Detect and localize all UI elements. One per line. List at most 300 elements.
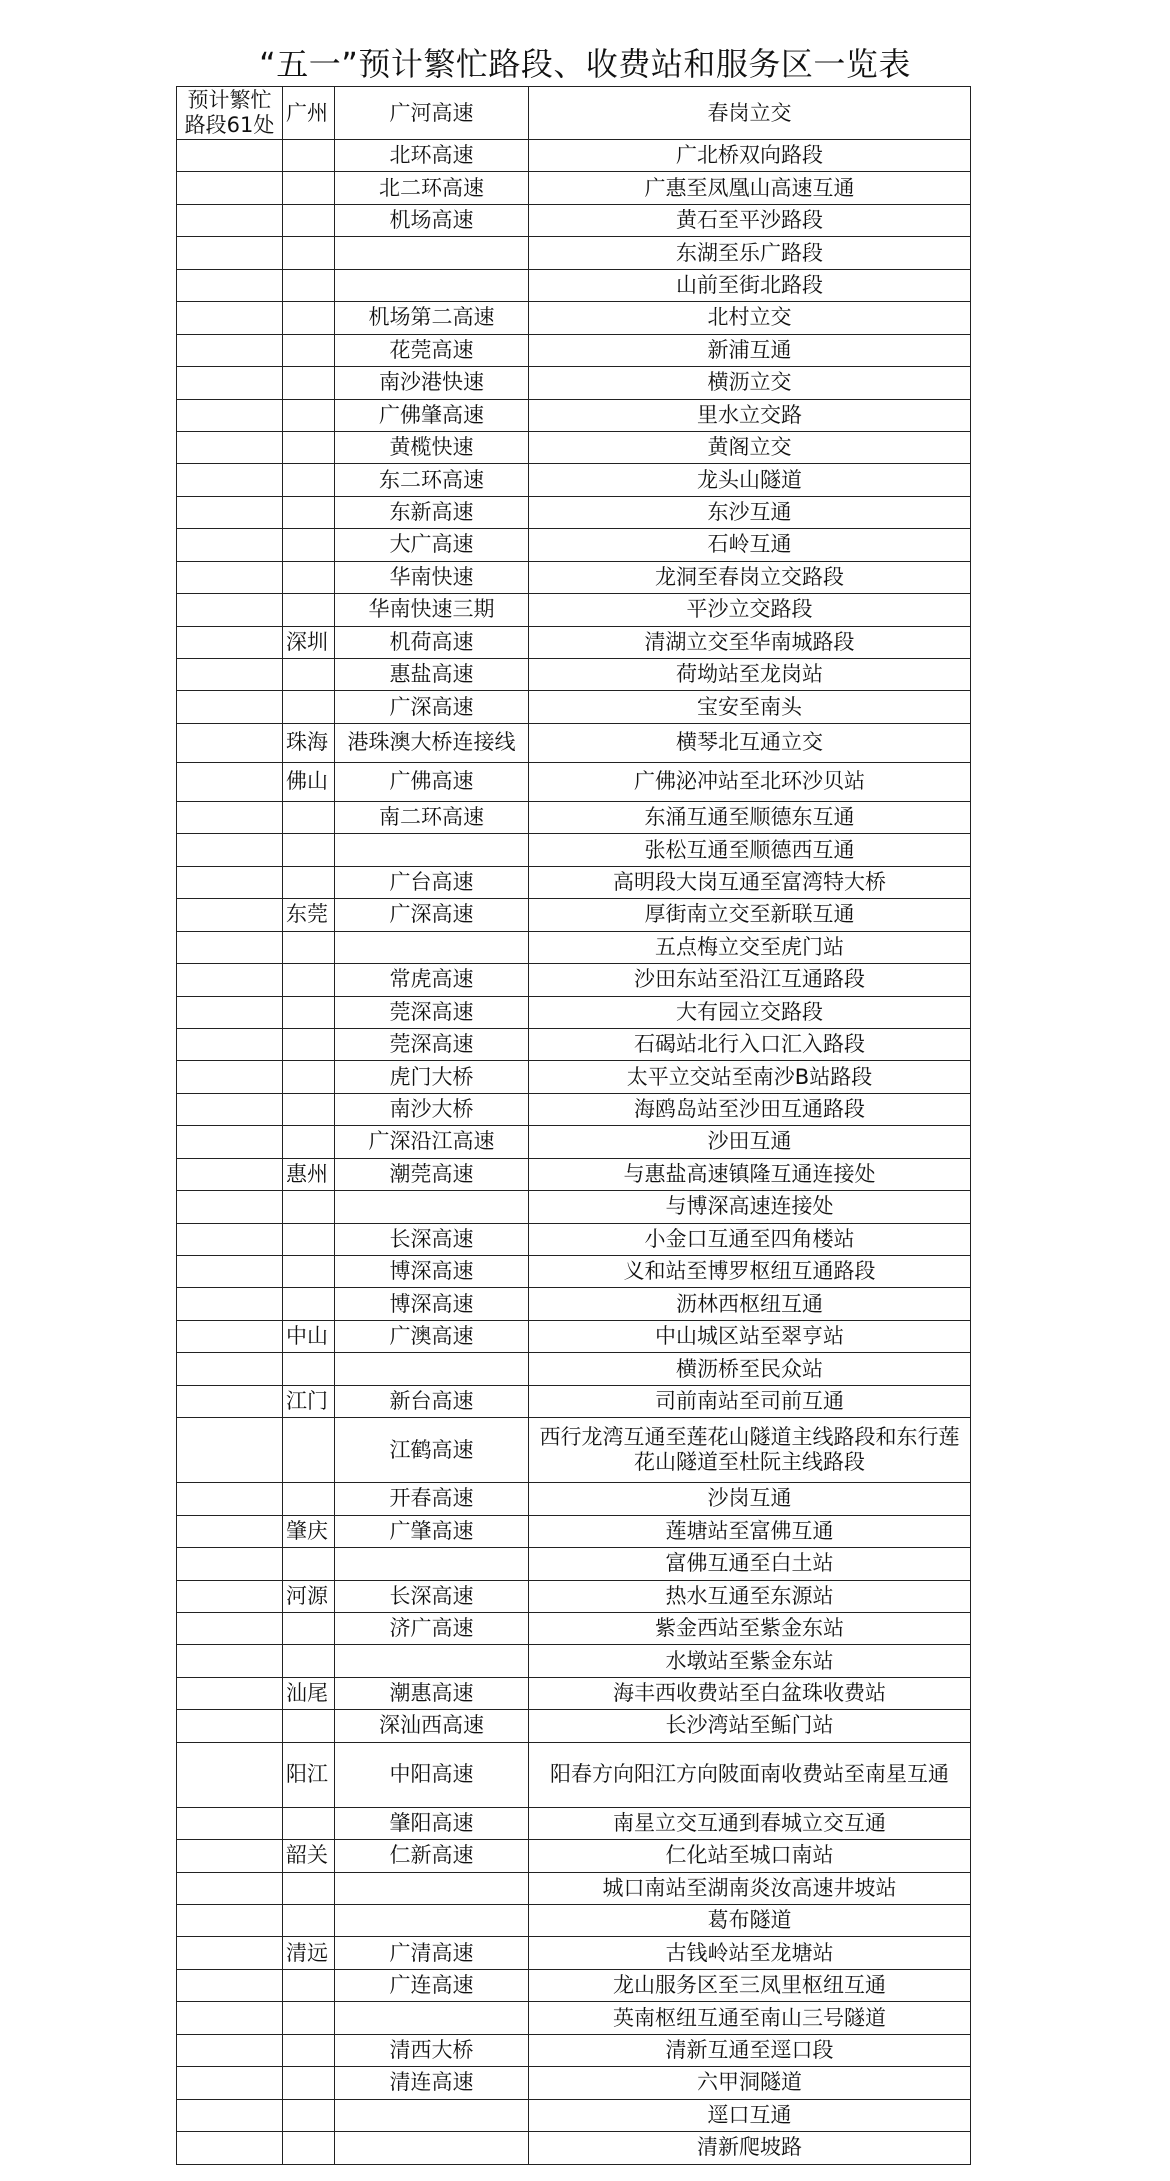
section-cell: 与博深高速连接处	[529, 1191, 971, 1223]
table-row	[177, 931, 971, 963]
category-cell	[177, 2099, 283, 2131]
city-cell	[283, 866, 335, 898]
section-cell: 西行龙湾互通至莲花山隧道主线路段和东行莲花山隧道至杜阮主线路段	[529, 1418, 971, 1483]
table-row	[177, 1320, 971, 1352]
table-row	[177, 140, 971, 172]
road-cell	[335, 834, 529, 866]
road-cell: 长深高速	[335, 1223, 529, 1255]
city-cell	[283, 334, 335, 366]
category-cell	[177, 140, 283, 172]
category-cell	[177, 1937, 283, 1969]
section-cell: 荷坳站至龙岗站	[529, 659, 971, 691]
section-cell: 广佛泌冲站至北环沙贝站	[529, 762, 971, 801]
section-cell: 东涌互通至顺德东互通	[529, 801, 971, 833]
city-cell	[283, 1612, 335, 1644]
table-row	[177, 529, 971, 561]
road-cell: 广深高速	[335, 691, 529, 723]
section-cell: 沥林西枢纽互通	[529, 1288, 971, 1320]
busy-road-table	[176, 86, 971, 2165]
category-cell	[177, 866, 283, 898]
road-cell: 常虎高速	[335, 964, 529, 996]
road-cell: 大广高速	[335, 529, 529, 561]
section-cell: 龙头山隧道	[529, 464, 971, 496]
city-cell	[283, 1418, 335, 1483]
section-cell: 阳春方向阳江方向陂面南收费站至南星互通	[529, 1742, 971, 1807]
city-cell: 肇庆	[283, 1515, 335, 1547]
section-cell: 广北桥双向路段	[529, 140, 971, 172]
section-cell: 清湖立交至华南城路段	[529, 626, 971, 658]
road-cell: 广深高速	[335, 899, 529, 931]
city-cell: 中山	[283, 1320, 335, 1352]
table-row	[177, 431, 971, 463]
table-row	[177, 2002, 971, 2034]
section-cell: 石碣站北行入口汇入路段	[529, 1028, 971, 1060]
city-cell: 汕尾	[283, 1677, 335, 1709]
table-row	[177, 964, 971, 996]
category-cell	[177, 1353, 283, 1385]
city-cell	[283, 1969, 335, 2001]
road-cell: 潮惠高速	[335, 1677, 529, 1709]
table-row	[177, 561, 971, 593]
road-cell: 广澳高速	[335, 1320, 529, 1352]
road-cell: 广佛肇高速	[335, 399, 529, 431]
road-cell	[335, 269, 529, 301]
category-cell	[177, 1028, 283, 1060]
table-row	[177, 801, 971, 833]
road-cell: 仁新高速	[335, 1840, 529, 1872]
section-cell: 龙洞至春岗立交路段	[529, 561, 971, 593]
table-row	[177, 659, 971, 691]
section-cell: 石岭互通	[529, 529, 971, 561]
city-cell	[283, 1256, 335, 1288]
city-cell	[283, 464, 335, 496]
table-row	[177, 1840, 971, 1872]
road-cell: 广深沿江高速	[335, 1126, 529, 1158]
category-cell	[177, 1969, 283, 2001]
category-cell	[177, 996, 283, 1028]
section-cell: 仁化站至城口南站	[529, 1840, 971, 1872]
category-cell	[177, 594, 283, 626]
section-cell: 新浦互通	[529, 334, 971, 366]
road-cell: 江鹤高速	[335, 1418, 529, 1483]
road-cell	[335, 237, 529, 269]
city-cell	[283, 496, 335, 528]
road-cell: 花莞高速	[335, 334, 529, 366]
category-cell	[177, 899, 283, 931]
table-row	[177, 172, 971, 204]
city-cell	[283, 964, 335, 996]
category-cell	[177, 1645, 283, 1677]
category-cell	[177, 237, 283, 269]
category-cell	[177, 1710, 283, 1742]
road-cell	[335, 1191, 529, 1223]
table-row	[177, 302, 971, 334]
table-row	[177, 1353, 971, 1385]
section-cell: 长沙湾站至鲘门站	[529, 1710, 971, 1742]
road-cell: 开春高速	[335, 1483, 529, 1515]
city-cell	[283, 529, 335, 561]
section-cell: 五点梅立交至虎门站	[529, 931, 971, 963]
city-cell	[283, 561, 335, 593]
category-cell	[177, 2132, 283, 2164]
table-row	[177, 1028, 971, 1060]
section-cell: 沙田东站至沿江互通路段	[529, 964, 971, 996]
road-cell: 华南快速三期	[335, 594, 529, 626]
category-cell	[177, 1418, 283, 1483]
city-cell	[283, 172, 335, 204]
city-cell	[283, 204, 335, 236]
table-row	[177, 1742, 971, 1807]
section-cell: 横琴北互通立交	[529, 723, 971, 762]
table-row	[177, 899, 971, 931]
city-cell: 广州	[283, 87, 335, 140]
table-row	[177, 1645, 971, 1677]
section-cell: 龙山服务区至三凤里枢纽互通	[529, 1969, 971, 2001]
road-cell: 华南快速	[335, 561, 529, 593]
section-cell: 山前至街北路段	[529, 269, 971, 301]
city-cell	[283, 431, 335, 463]
city-cell: 江门	[283, 1385, 335, 1417]
road-cell: 南沙大桥	[335, 1093, 529, 1125]
road-cell: 广河高速	[335, 87, 529, 140]
section-cell: 清新爬坡路	[529, 2132, 971, 2164]
category-cell	[177, 762, 283, 801]
road-cell	[335, 2099, 529, 2131]
city-cell	[283, 2002, 335, 2034]
city-cell: 深圳	[283, 626, 335, 658]
table-row	[177, 1418, 971, 1483]
table-row	[177, 2067, 971, 2099]
table-row	[177, 1288, 971, 1320]
section-cell: 南星立交互通到春城立交互通	[529, 1807, 971, 1839]
section-cell: 北村立交	[529, 302, 971, 334]
city-cell	[283, 834, 335, 866]
table-row	[177, 2099, 971, 2131]
category-cell	[177, 334, 283, 366]
category-cell	[177, 561, 283, 593]
city-cell	[283, 2099, 335, 2131]
table-row	[177, 1872, 971, 1904]
road-cell: 惠盐高速	[335, 659, 529, 691]
table-row	[177, 399, 971, 431]
road-cell: 清连高速	[335, 2067, 529, 2099]
road-cell: 博深高速	[335, 1288, 529, 1320]
city-cell	[283, 237, 335, 269]
table-row	[177, 996, 971, 1028]
city-cell	[283, 2034, 335, 2066]
category-cell: 预计繁忙路段61处	[177, 87, 283, 140]
category-cell	[177, 1126, 283, 1158]
road-cell: 机场第二高速	[335, 302, 529, 334]
road-cell: 机场高速	[335, 204, 529, 236]
city-cell	[283, 269, 335, 301]
road-cell: 机荷高速	[335, 626, 529, 658]
road-cell	[335, 1905, 529, 1937]
category-cell	[177, 367, 283, 399]
section-cell: 黄阁立交	[529, 431, 971, 463]
city-cell	[283, 2132, 335, 2164]
road-cell: 博深高速	[335, 1256, 529, 1288]
table-row	[177, 237, 971, 269]
road-cell: 东二环高速	[335, 464, 529, 496]
category-cell	[177, 1223, 283, 1255]
category-cell	[177, 723, 283, 762]
city-cell	[283, 1483, 335, 1515]
table-row	[177, 1191, 971, 1223]
page-title: “五一”预计繁忙路段、收费站和服务区一览表	[259, 45, 911, 83]
table-row	[177, 1710, 971, 1742]
category-cell	[177, 1677, 283, 1709]
category-cell	[177, 1288, 283, 1320]
city-cell	[283, 1807, 335, 1839]
city-cell: 河源	[283, 1580, 335, 1612]
section-cell: 司前南站至司前互通	[529, 1385, 971, 1417]
category-cell	[177, 2002, 283, 2034]
section-cell: 春岗立交	[529, 87, 971, 140]
section-cell: 紫金西站至紫金东站	[529, 1612, 971, 1644]
category-cell	[177, 1483, 283, 1515]
city-cell	[283, 1028, 335, 1060]
section-cell: 海丰西收费站至白盆珠收费站	[529, 1677, 971, 1709]
table-row	[177, 1158, 971, 1190]
road-cell: 中阳高速	[335, 1742, 529, 1807]
city-cell	[283, 1288, 335, 1320]
category-cell	[177, 1905, 283, 1937]
road-cell	[335, 1353, 529, 1385]
table-row	[177, 1515, 971, 1547]
category-cell	[177, 204, 283, 236]
table-row	[177, 1677, 971, 1709]
category-cell	[177, 1320, 283, 1352]
road-cell: 广佛高速	[335, 762, 529, 801]
section-cell: 大有园立交路段	[529, 996, 971, 1028]
table-row	[177, 1580, 971, 1612]
city-cell: 珠海	[283, 723, 335, 762]
city-cell	[283, 1353, 335, 1385]
section-cell: 广惠至凤凰山高速互通	[529, 172, 971, 204]
category-cell	[177, 931, 283, 963]
section-cell: 厚街南立交至新联互通	[529, 899, 971, 931]
table-row	[177, 1093, 971, 1125]
section-cell: 东沙互通	[529, 496, 971, 528]
road-cell	[335, 2002, 529, 2034]
section-cell: 逕口互通	[529, 2099, 971, 2131]
road-cell: 济广高速	[335, 1612, 529, 1644]
road-cell	[335, 1548, 529, 1580]
category-cell	[177, 1191, 283, 1223]
table-row	[177, 1256, 971, 1288]
road-cell: 北环高速	[335, 140, 529, 172]
city-cell	[283, 1548, 335, 1580]
city-cell	[283, 996, 335, 1028]
section-cell: 高明段大岗互通至富湾特大桥	[529, 866, 971, 898]
table-row	[177, 1223, 971, 1255]
city-cell	[283, 1061, 335, 1093]
section-cell: 沙田互通	[529, 1126, 971, 1158]
table-row	[177, 1937, 971, 1969]
category-cell	[177, 1158, 283, 1190]
road-cell: 新台高速	[335, 1385, 529, 1417]
table-row	[177, 866, 971, 898]
category-cell	[177, 2067, 283, 2099]
table-row	[177, 1126, 971, 1158]
table-row	[177, 1807, 971, 1839]
category-cell	[177, 399, 283, 431]
category-cell	[177, 1807, 283, 1839]
city-cell: 阳江	[283, 1742, 335, 1807]
category-cell	[177, 1515, 283, 1547]
section-cell: 张松互通至顺德西互通	[529, 834, 971, 866]
city-cell	[283, 367, 335, 399]
city-cell: 清远	[283, 1937, 335, 1969]
category-cell	[177, 431, 283, 463]
city-cell	[283, 399, 335, 431]
table-row	[177, 626, 971, 658]
category-cell	[177, 1612, 283, 1644]
road-cell: 长深高速	[335, 1580, 529, 1612]
table-row	[177, 691, 971, 723]
road-cell: 南二环高速	[335, 801, 529, 833]
table-row	[177, 204, 971, 236]
category-cell	[177, 1061, 283, 1093]
table-row	[177, 334, 971, 366]
category-cell	[177, 834, 283, 866]
section-cell: 平沙立交路段	[529, 594, 971, 626]
section-cell: 义和站至博罗枢纽互通路段	[529, 1256, 971, 1288]
road-cell	[335, 931, 529, 963]
category-cell	[177, 1385, 283, 1417]
section-cell: 清新互通至逕口段	[529, 2034, 971, 2066]
city-cell	[283, 1093, 335, 1125]
section-cell: 六甲洞隧道	[529, 2067, 971, 2099]
category-cell	[177, 1580, 283, 1612]
city-cell	[283, 659, 335, 691]
section-cell: 英南枢纽互通至南山三号隧道	[529, 2002, 971, 2034]
city-cell	[283, 1191, 335, 1223]
section-cell: 莲塘站至富佛互通	[529, 1515, 971, 1547]
table-row	[177, 87, 971, 140]
road-cell	[335, 1645, 529, 1677]
city-cell	[283, 801, 335, 833]
table-row	[177, 762, 971, 801]
section-cell: 东湖至乐广路段	[529, 237, 971, 269]
city-cell	[283, 1645, 335, 1677]
section-cell: 城口南站至湖南炎汝高速井坡站	[529, 1872, 971, 1904]
road-cell: 黄榄快速	[335, 431, 529, 463]
category-cell	[177, 269, 283, 301]
road-cell: 莞深高速	[335, 1028, 529, 1060]
road-cell: 潮莞高速	[335, 1158, 529, 1190]
category-cell	[177, 691, 283, 723]
section-cell: 水墩站至紫金东站	[529, 1645, 971, 1677]
section-cell: 太平立交站至南沙B站路段	[529, 1061, 971, 1093]
city-cell: 东莞	[283, 899, 335, 931]
road-cell: 虎门大桥	[335, 1061, 529, 1093]
table-row	[177, 464, 971, 496]
city-cell	[283, 302, 335, 334]
city-cell	[283, 1126, 335, 1158]
road-cell: 广清高速	[335, 1937, 529, 1969]
section-cell: 小金口互通至四角楼站	[529, 1223, 971, 1255]
section-cell: 中山城区站至翠亨站	[529, 1320, 971, 1352]
section-cell: 黄石至平沙路段	[529, 204, 971, 236]
table-row	[177, 1483, 971, 1515]
road-cell: 港珠澳大桥连接线	[335, 723, 529, 762]
section-cell: 海鸥岛站至沙田互通路段	[529, 1093, 971, 1125]
section-cell: 宝安至南头	[529, 691, 971, 723]
city-cell	[283, 2067, 335, 2099]
road-cell	[335, 1872, 529, 1904]
table-row	[177, 723, 971, 762]
table-row	[177, 1612, 971, 1644]
table-row	[177, 1385, 971, 1417]
category-cell	[177, 1742, 283, 1807]
category-cell	[177, 302, 283, 334]
section-cell: 横沥立交	[529, 367, 971, 399]
road-cell: 深汕西高速	[335, 1710, 529, 1742]
road-cell: 广台高速	[335, 866, 529, 898]
road-cell: 广连高速	[335, 1969, 529, 2001]
category-cell	[177, 1093, 283, 1125]
section-cell: 横沥桥至民众站	[529, 1353, 971, 1385]
category-cell	[177, 1548, 283, 1580]
city-cell	[283, 594, 335, 626]
category-cell	[177, 496, 283, 528]
section-cell: 与惠盐高速镇隆互通连接处	[529, 1158, 971, 1190]
city-cell	[283, 140, 335, 172]
city-cell	[283, 1710, 335, 1742]
category-cell	[177, 1872, 283, 1904]
road-cell: 清西大桥	[335, 2034, 529, 2066]
category-cell	[177, 801, 283, 833]
category-cell	[177, 964, 283, 996]
table-row	[177, 1905, 971, 1937]
city-cell	[283, 1223, 335, 1255]
road-cell: 东新高速	[335, 496, 529, 528]
section-cell: 沙岗互通	[529, 1483, 971, 1515]
category-cell	[177, 172, 283, 204]
city-cell	[283, 691, 335, 723]
category-cell	[177, 1256, 283, 1288]
road-cell: 南沙港快速	[335, 367, 529, 399]
category-cell	[177, 1840, 283, 1872]
table-row	[177, 834, 971, 866]
table-row	[177, 269, 971, 301]
category-cell	[177, 2034, 283, 2066]
road-cell: 莞深高速	[335, 996, 529, 1028]
table-row	[177, 496, 971, 528]
city-cell	[283, 1872, 335, 1904]
table-row	[177, 1548, 971, 1580]
section-cell: 古钱岭站至龙塘站	[529, 1937, 971, 1969]
table-row	[177, 1061, 971, 1093]
section-cell: 热水互通至东源站	[529, 1580, 971, 1612]
table-row	[177, 2132, 971, 2164]
table-row	[177, 1969, 971, 2001]
category-cell	[177, 529, 283, 561]
table-row	[177, 2034, 971, 2066]
category-cell	[177, 464, 283, 496]
table-row	[177, 594, 971, 626]
road-cell	[335, 2132, 529, 2164]
section-cell: 葛布隧道	[529, 1905, 971, 1937]
city-cell: 韶关	[283, 1840, 335, 1872]
road-cell: 广肇高速	[335, 1515, 529, 1547]
section-cell: 里水立交路	[529, 399, 971, 431]
city-cell: 惠州	[283, 1158, 335, 1190]
city-cell: 佛山	[283, 762, 335, 801]
category-cell	[177, 626, 283, 658]
